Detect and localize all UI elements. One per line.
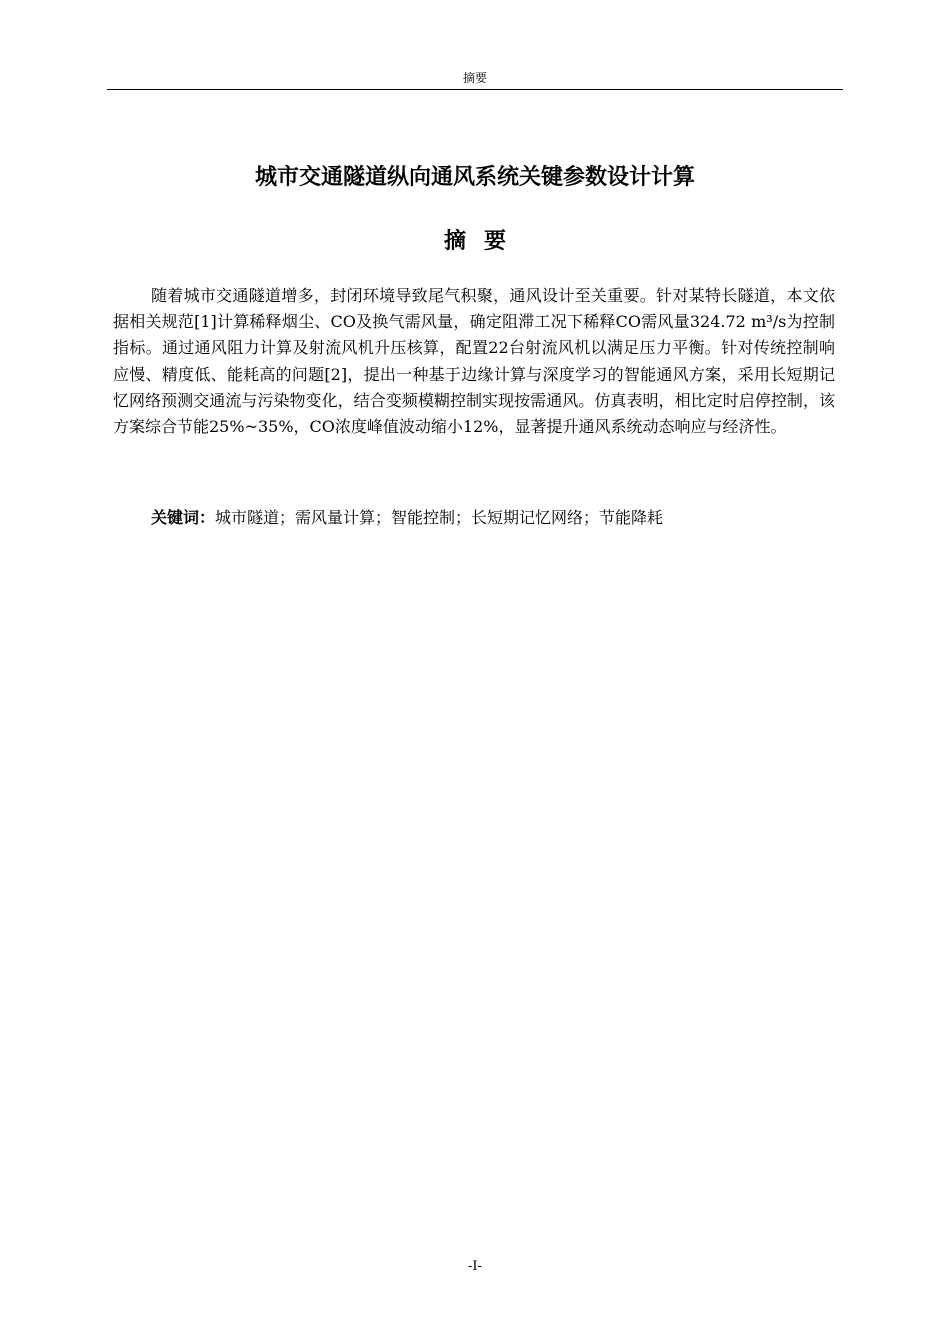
running-header: 摘要 (462, 71, 487, 85)
keywords-text: 城市隧道；需风量计算；智能控制；长短期记忆网络；节能降耗 (215, 508, 664, 527)
abstract-heading: 摘要 (443, 229, 524, 254)
document-title: 城市交通隧道纵向通风系统关键参数设计计算 (254, 165, 695, 190)
keywords-label: 关键词： (151, 508, 216, 527)
abstract-body: 随着城市交通隧道增多，封闭环境导致尾气积聚，通风设计至关重要。针对某特长隧道，本文依据相关规范[1]计算稀释烟尘、CO及换气需风量，确定阻滞工况下稀释CO需风量324.72 m³/s为控制指标。通过通风阻力计算及射流风机升压核算，配置22台射流风机以满足压力平衡。针对传统控制响应慢、精度低、能耗高的问题[2]，提出一种基于边缘计算与深度学习的智能通风方案，采用长短期记忆网络预测交通流与污染物变化，结合变频模糊控制实现按需通风。仿真表明，相比定时启停控制，该方案综合节能25%~35%，CO浓度峰值波动缩小12%，显著提升通风系统动态响应与经济性。 (113, 286, 835, 437)
page-number: -I- (468, 1259, 482, 1274)
keywords-line (151, 506, 841, 530)
header-divider (107, 89, 843, 90)
